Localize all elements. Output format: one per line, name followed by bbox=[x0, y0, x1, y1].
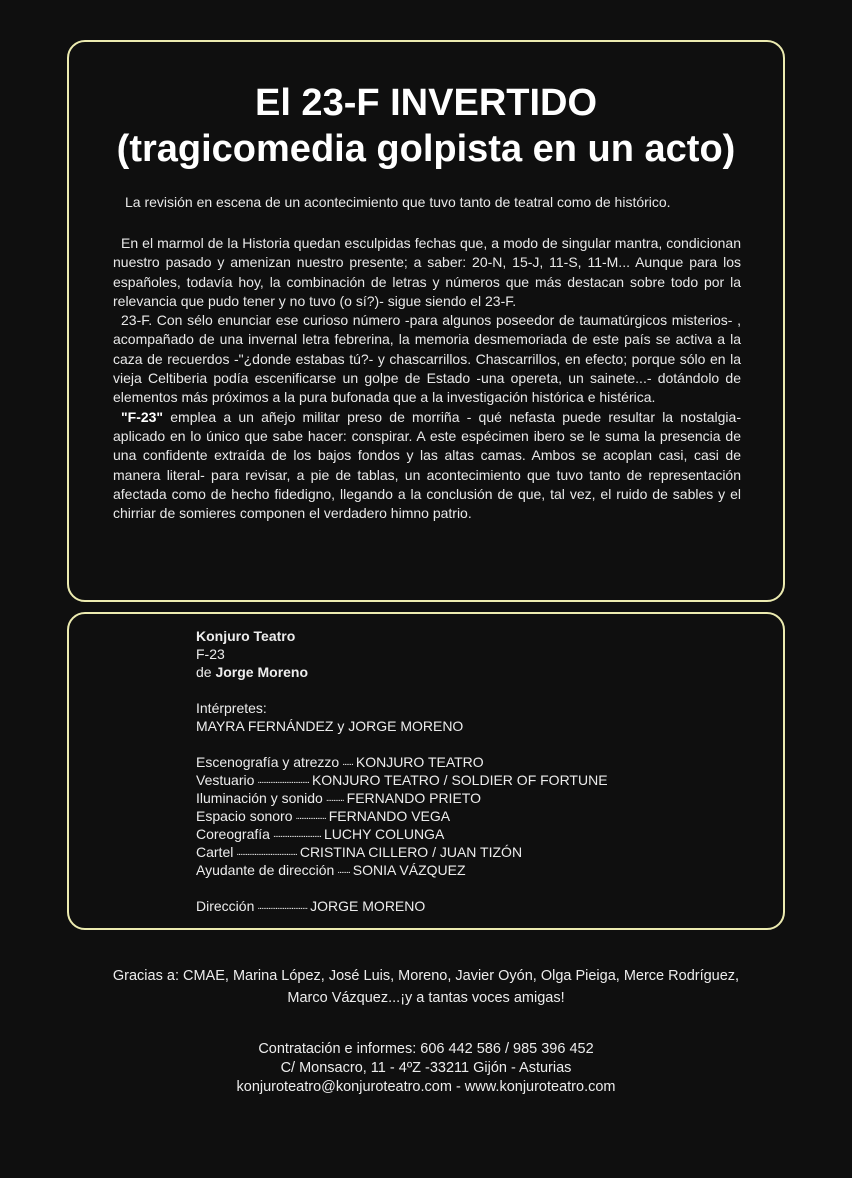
thanks-line-2: Marco Vázquez...¡y a tantas voces amigas! bbox=[287, 990, 565, 1006]
play-name-bold: "F-23" bbox=[121, 408, 164, 425]
leader-dots: ....... bbox=[337, 865, 350, 876]
author-prefix: de bbox=[196, 664, 216, 680]
credit-label: Cartel bbox=[196, 844, 234, 860]
credit-row bbox=[196, 861, 756, 879]
author-name: Jorge Moreno bbox=[215, 664, 309, 680]
contact-phones: Contratación e informes: 606 442 586 / 985 396 452 bbox=[258, 1041, 594, 1057]
credit-label: Ayudante de dirección bbox=[196, 862, 335, 878]
credit-value: FERNANDO VEGA bbox=[328, 808, 451, 824]
performers-label: Intérpretes: bbox=[196, 700, 267, 716]
leader-dots: ...... bbox=[342, 757, 353, 768]
title: El 23-F INVERTIDO bbox=[254, 82, 598, 124]
subtitle: (tragicomedia golpista en un acto) bbox=[116, 128, 736, 170]
credit-label: Espacio sonoro bbox=[196, 808, 293, 824]
author-line bbox=[196, 663, 756, 681]
credit-row bbox=[196, 807, 756, 825]
thanks-line-1: Gracias a: CMAE, Marina López, José Luis, Moreno, Javier Oyón, Olga Pieiga, Merce Rodríguez, bbox=[112, 968, 740, 984]
credit-label: Escenografía y atrezzo bbox=[196, 754, 340, 770]
leader-dots: ............................. bbox=[257, 775, 309, 786]
credit-value: KONJURO TEATRO / SOLDIER OF FORTUNE bbox=[311, 772, 608, 788]
credit-row bbox=[196, 843, 756, 861]
play-title: F-23 bbox=[196, 646, 225, 662]
synopsis bbox=[113, 234, 741, 523]
credit-row bbox=[196, 771, 756, 789]
credits bbox=[196, 627, 756, 915]
credit-value: SONIA VÁZQUEZ bbox=[352, 862, 466, 878]
contact-email-web: konjuroteatro@konjuroteatro.com - www.konjuroteatro.com bbox=[236, 1079, 616, 1095]
credit-row bbox=[196, 789, 756, 807]
company-name: Konjuro Teatro bbox=[196, 628, 296, 644]
contact-info bbox=[0, 1040, 852, 1097]
leader-dots: .................................. bbox=[236, 847, 297, 858]
credit-value: LUCHY COLUNGA bbox=[323, 826, 445, 842]
credit-label: Vestuario bbox=[196, 772, 255, 788]
direction-label: Dirección bbox=[196, 898, 255, 914]
contact-address: C/ Monsacro, 11 - 4ºZ -33211 Gijón - Asturias bbox=[280, 1060, 572, 1076]
credit-value: CRISTINA CILLERO / JUAN TIZÓN bbox=[299, 844, 523, 860]
credit-label: Iluminación y sonido bbox=[196, 790, 323, 806]
leader-dots: .......... bbox=[325, 793, 344, 804]
synopsis-paragraph-1: En el marmol de la Historia quedan esculpidas fechas que, a modo de singular mantra, condicionan nuestro pasado y amenizan nuestro presente; a saber: 20-N, 15-J, 11-S, 11-M... Aunque para los españoles, todavía hoy, la combinación de letras y números que más destacan sobre todo por la relevancia que pudo tener y no tuvo (o sí?)- sigue siendo el 23-F. bbox=[113, 235, 741, 309]
synopsis-paragraph-3 bbox=[113, 408, 741, 524]
leader-dots: ............................ bbox=[257, 901, 308, 912]
credit-row bbox=[196, 753, 756, 771]
leader-dots: ................. bbox=[295, 811, 326, 822]
direction-value: JORGE MORENO bbox=[310, 898, 426, 914]
intro-text: La revisión en escena de un acontecimiento que tuvo tanto de teatral como de histórico. bbox=[125, 194, 671, 210]
credit-row bbox=[196, 825, 756, 843]
performers: MAYRA FERNÁNDEZ y JORGE MORENO bbox=[196, 718, 464, 734]
credit-value: FERNANDO PRIETO bbox=[346, 790, 481, 806]
synopsis-paragraph-2: 23-F. Con sélo enunciar ese curioso número -para algunos poseedor de taumatúrgicos misterios- , acompañado de una invernal letra febrerina, la memoria desmemoriada de este país se activa a la caza de recuerdos -"¿donde estabas tú?- y chascarrillos. Chascarrillos, en efecto; porque sólo en la vieja Celtiberia podía escenificarse un golpe de Estado -una opereta, un sainete...- dotándolo de elementos más próximos a la pura bufonada que a la investigación histórica e histérica. bbox=[113, 312, 741, 406]
direction-row bbox=[196, 897, 756, 915]
acknowledgements bbox=[0, 965, 852, 1009]
credit-value: KONJURO TEATRO bbox=[355, 754, 484, 770]
leader-dots: ........................... bbox=[272, 829, 321, 840]
synopsis-paragraph-3-text: emplea a un añejo militar preso de morriña - qué nefasta puede resultar la nostalgia- aplicado en lo único que sabe hacer: conspirar. A este espécimen ibero se le suma la presencia de una confidente extraída de los bajos fondos y las altas camas. Ambos se acoplan casi, casi de manera literal- para revisar, a pie de tablas, un acontecimiento que tuvo tanto de representación afectada como de hecho fidedigno, llegando a la conclusión de que, tal vez, el ruido de sables y el chirriar de somieres componen el verdadero himno patrio. bbox=[113, 408, 741, 522]
credit-label: Coreografía bbox=[196, 826, 270, 842]
